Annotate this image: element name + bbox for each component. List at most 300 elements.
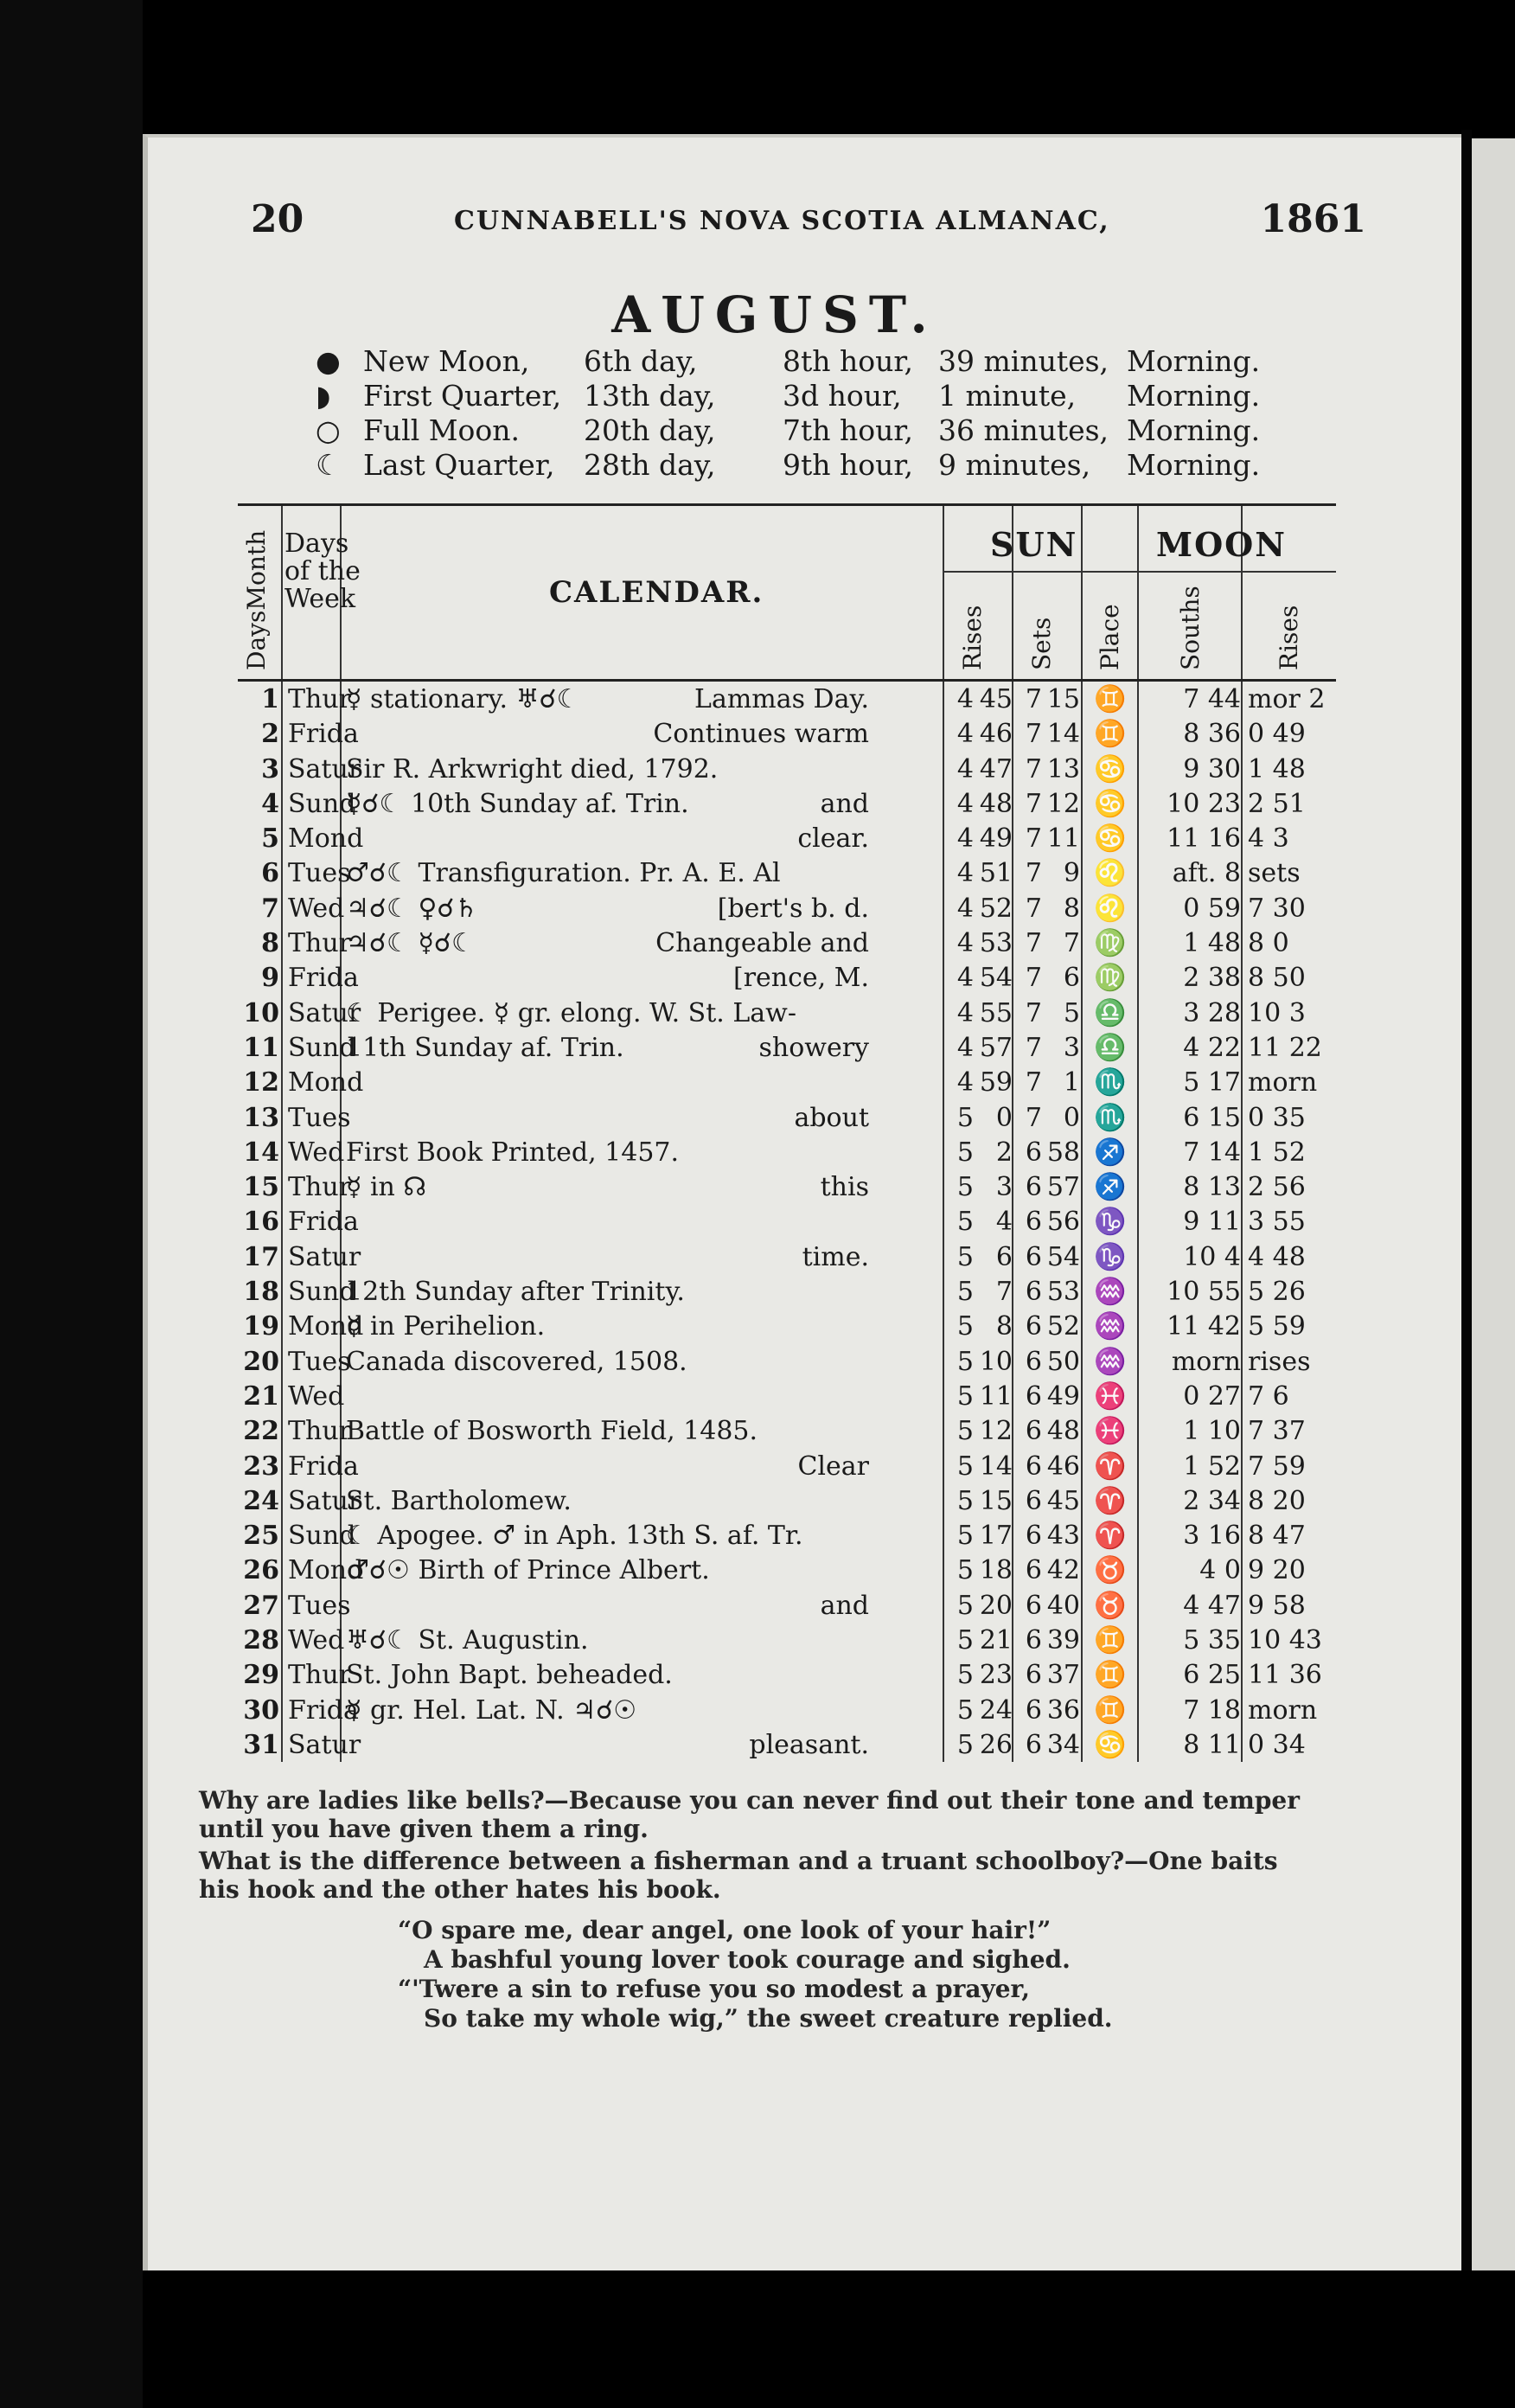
moon-souths: 8 11 [1183, 1729, 1241, 1760]
sun-rise-minute: 2 [995, 1137, 1013, 1168]
sun-set-hour: 7 [1025, 719, 1042, 750]
day-of-week: Thur [288, 928, 351, 959]
moon-rises: sets [1248, 858, 1301, 889]
sun-rise-hour: 4 [956, 719, 974, 750]
day-of-month: 5 [261, 823, 279, 855]
sun-rise-minute: 57 [979, 1032, 1013, 1063]
weather-note: Clear [797, 1451, 869, 1482]
moon-phase-time-of-day: Morning. [1127, 413, 1261, 447]
moon-souths: 11 16 [1167, 823, 1241, 855]
day-of-week: Sund [288, 1032, 356, 1063]
moon-place: ♐ [1094, 1172, 1127, 1203]
moon-place: ♈ [1094, 1485, 1127, 1516]
moon-souths: 3 28 [1183, 997, 1241, 1028]
calendar-event: Canada discovered, 1508. [346, 1346, 687, 1377]
sun-rise-minute: 8 [995, 1311, 1013, 1342]
sun-set-hour: 7 [1025, 1032, 1042, 1063]
moon-rises: 7 37 [1248, 1416, 1306, 1447]
sun-set-hour: 7 [1025, 997, 1042, 1028]
day-of-week: Sund [288, 1277, 356, 1308]
adjacent-page-edge [1470, 138, 1515, 2275]
sun-rise-minute: 21 [979, 1625, 1013, 1656]
sun-set-hour: 7 [1025, 1067, 1042, 1098]
table-row [238, 821, 1336, 855]
day-of-month: 12 [243, 1067, 279, 1098]
sun-rise-hour: 4 [956, 997, 974, 1028]
moon-rises: 7 59 [1248, 1451, 1306, 1482]
table-row [238, 1135, 1336, 1169]
page-number: 20 [251, 197, 304, 241]
day-of-week: Mond [288, 1067, 364, 1098]
poem-line: “O spare me, dear angel, one look of your hair!” [398, 1916, 1052, 1944]
moon-rises: 11 22 [1248, 1032, 1322, 1063]
moon-souths: 1 52 [1183, 1451, 1241, 1482]
sun-set-minute: 36 [1046, 1694, 1080, 1726]
sun-rise-hour: 5 [956, 1207, 974, 1238]
sun-set-minute: 49 [1046, 1380, 1080, 1412]
sun-rise-minute: 6 [995, 1241, 1013, 1272]
moon-souths: 0 59 [1183, 893, 1241, 924]
sun-set-hour: 7 [1025, 858, 1042, 889]
moon-phase-day: 28th day, [584, 448, 716, 482]
day-of-month: 21 [243, 1380, 279, 1412]
moon-rises: 4 48 [1248, 1241, 1306, 1272]
day-of-month: 11 [243, 1032, 279, 1063]
day-of-week: Wed [288, 1380, 345, 1412]
moon-place: ♋ [1094, 753, 1127, 785]
sun-set-minute: 3 [1063, 1032, 1080, 1063]
moon-rises: morn [1248, 1067, 1318, 1098]
sun-set-hour: 6 [1025, 1451, 1042, 1482]
sun-set-hour: 6 [1025, 1311, 1042, 1342]
moon-place: ♊ [1094, 1694, 1127, 1726]
day-of-week: Mond [288, 1311, 364, 1342]
day-of-week: Tues [288, 1346, 351, 1377]
moon-souths: 10 4 [1183, 1241, 1241, 1272]
sun-rise-minute: 3 [995, 1172, 1013, 1203]
sun-rise-hour: 5 [956, 1137, 974, 1168]
table-row [238, 1413, 1336, 1448]
sun-set-minute: 9 [1063, 858, 1080, 889]
day-of-week: Satur [288, 753, 361, 785]
sun-rise-minute: 47 [979, 753, 1013, 785]
calendar-event: ☾ Apogee. ♂ in Aph. 13th S. af. Tr. [346, 1521, 803, 1552]
sun-rise-minute: 59 [979, 1067, 1013, 1098]
sun-rise-minute: 55 [979, 997, 1013, 1028]
calendar-table [238, 503, 1336, 1762]
header-sun: SUN [990, 525, 1078, 564]
moon-rises: 9 58 [1248, 1590, 1306, 1621]
table-row [238, 1588, 1336, 1623]
moon-place: ♊ [1094, 684, 1127, 714]
sun-set-minute: 54 [1046, 1241, 1080, 1272]
table-row [238, 1274, 1336, 1309]
weather-note: showery [758, 1032, 869, 1063]
day-of-week: Satur [288, 1241, 361, 1272]
moon-rises: 1 48 [1248, 753, 1306, 785]
calendar-event: ♂☌☾ Transfiguration. Pr. A. E. Al [346, 858, 781, 889]
moon-place: ♈ [1094, 1451, 1127, 1482]
sun-rise-hour: 4 [956, 788, 974, 819]
moon-place: ♑ [1094, 1241, 1127, 1272]
calendar-event: ♂☌☉ Birth of Prince Albert. [346, 1555, 710, 1586]
moon-place: ♎ [1094, 997, 1127, 1028]
moon-phase-hour: 7th hour, [783, 413, 914, 447]
moon-souths: 9 30 [1183, 753, 1241, 785]
table-row [238, 960, 1336, 995]
day-of-week: Sund [288, 788, 356, 819]
sun-rise-hour: 5 [956, 1521, 974, 1552]
moon-rises: 2 56 [1248, 1172, 1306, 1203]
calendar-event: ☿ gr. Hel. Lat. N. ♃☌☉ [346, 1694, 637, 1726]
sun-rise-minute: 7 [995, 1277, 1013, 1308]
day-of-month: 22 [243, 1416, 279, 1447]
day-of-week: Mond [288, 823, 364, 855]
calendar-event: Battle of Bosworth Field, 1485. [346, 1416, 758, 1447]
table-row [238, 1693, 1336, 1727]
moon-phases [316, 344, 1284, 483]
sun-set-hour: 6 [1025, 1660, 1042, 1691]
sun-rise-minute: 49 [979, 823, 1013, 855]
day-of-week: Satur [288, 1729, 361, 1760]
table-row [238, 1239, 1336, 1274]
table-row [238, 716, 1336, 751]
sun-set-minute: 7 [1063, 928, 1080, 959]
day-of-month: 18 [243, 1277, 279, 1308]
poem-line: So take my whole wig,” the sweet creature replied. [424, 2004, 1113, 2033]
moon-rises: 4 3 [1248, 823, 1289, 855]
day-of-week: Tues [288, 858, 351, 889]
day-of-month: 20 [243, 1346, 279, 1377]
sun-rise-minute: 4 [995, 1207, 1013, 1238]
calendar-event: ☿☌☾ 10th Sunday af. Trin. [346, 788, 689, 819]
sun-set-minute: 52 [1046, 1311, 1080, 1342]
table-row [238, 1309, 1336, 1343]
sun-set-hour: 6 [1025, 1521, 1042, 1552]
sun-set-minute: 6 [1063, 963, 1080, 994]
moon-souths: 3 16 [1183, 1521, 1241, 1552]
header-moon-place: Place [1096, 604, 1124, 670]
sun-set-hour: 7 [1025, 788, 1042, 819]
moon-rises: 8 47 [1248, 1521, 1306, 1552]
moon-place: ♐ [1094, 1137, 1127, 1168]
moon-rises: 10 43 [1248, 1625, 1322, 1656]
riddles-section [199, 1786, 1323, 2033]
sun-rise-hour: 5 [956, 1729, 974, 1760]
sun-set-minute: 37 [1046, 1660, 1080, 1691]
sun-rise-hour: 5 [956, 1555, 974, 1586]
sun-set-hour: 7 [1025, 963, 1042, 994]
moon-rises: 2 51 [1248, 788, 1306, 819]
day-of-week: Frida [288, 963, 359, 994]
sun-set-minute: 46 [1046, 1451, 1080, 1482]
calendar-event: ♃☌☾ ♀☌♄ [346, 893, 478, 924]
poem-line: “'Twere a sin to refuse you so modest a prayer, [398, 1975, 1031, 2003]
table-row [238, 996, 1336, 1030]
moon-place: ♉ [1094, 1555, 1127, 1586]
table-body [238, 682, 1336, 1762]
table-row [238, 682, 1336, 716]
moon-phase-day: 13th day, [584, 379, 716, 413]
sun-set-minute: 34 [1046, 1729, 1080, 1760]
sun-rise-minute: 12 [979, 1416, 1013, 1447]
moon-rises: 0 49 [1248, 719, 1306, 750]
moon-rises: 10 3 [1248, 997, 1306, 1028]
moon-souths: 7 18 [1183, 1694, 1241, 1726]
day-of-month: 23 [243, 1451, 279, 1482]
moon-phase-row [316, 344, 1284, 379]
day-of-month: 30 [243, 1694, 279, 1726]
table-row [238, 1169, 1336, 1204]
moon-place: ♒ [1094, 1346, 1127, 1377]
day-of-week: Frida [288, 1451, 359, 1482]
moon-souths: 9 11 [1183, 1207, 1241, 1238]
day-of-month: 1 [261, 684, 279, 714]
moon-phase-day: 20th day, [584, 413, 716, 447]
moon-phase-row [316, 413, 1284, 448]
moon-souths: 5 35 [1183, 1625, 1241, 1656]
sun-rise-hour: 5 [956, 1346, 974, 1377]
weather-note: [bert's b. d. [717, 893, 869, 924]
calendar-event: ♅☌☾ St. Augustin. [346, 1625, 589, 1656]
table-row [238, 1379, 1336, 1413]
moon-phase-minutes: 36 minutes, [938, 413, 1109, 447]
sun-set-hour: 6 [1025, 1207, 1042, 1238]
moon-souths: 8 13 [1183, 1172, 1241, 1203]
sun-set-hour: 6 [1025, 1346, 1042, 1377]
moon-rises: 8 20 [1248, 1485, 1306, 1516]
header-sun-rises: Rises [958, 605, 987, 670]
table-row [238, 925, 1336, 960]
moon-rises: 9 20 [1248, 1555, 1306, 1586]
sun-set-hour: 6 [1025, 1241, 1042, 1272]
header-days-month: DaysMonth [242, 529, 271, 670]
day-of-week: Thur [288, 1416, 351, 1447]
sun-set-hour: 7 [1025, 684, 1042, 714]
moon-place: ♊ [1094, 1625, 1127, 1656]
table-row [238, 855, 1336, 890]
sun-rise-hour: 4 [956, 1067, 974, 1098]
weather-note: pleasant. [749, 1729, 869, 1760]
moon-souths: morn [1171, 1346, 1241, 1377]
month-title: AUGUST. [611, 285, 938, 344]
day-of-week: Frida [288, 1694, 359, 1726]
moon-phase-hour: 9th hour, [783, 448, 914, 482]
sun-set-minute: 45 [1046, 1485, 1080, 1516]
day-of-month: 15 [243, 1172, 279, 1203]
moon-place: ♏ [1094, 1067, 1127, 1098]
sun-set-hour: 6 [1025, 1380, 1042, 1412]
sun-rise-hour: 5 [956, 1380, 974, 1412]
table-row [238, 1449, 1336, 1483]
moon-rises: 11 36 [1248, 1660, 1322, 1691]
calendar-event: St. Bartholomew. [346, 1485, 572, 1516]
table-row [238, 1483, 1336, 1518]
sun-set-minute: 8 [1063, 893, 1080, 924]
moon-phase-time-of-day: Morning. [1127, 379, 1261, 413]
day-of-week: Tues [288, 1102, 351, 1133]
header-moon: MOON [1156, 525, 1288, 564]
moon-souths: 8 36 [1183, 719, 1241, 750]
moon-place: ♈ [1094, 1521, 1127, 1552]
day-of-week: Tues [288, 1590, 351, 1621]
moon-phase-row [316, 448, 1284, 483]
sun-set-minute: 1 [1063, 1067, 1080, 1098]
day-of-week: Frida [288, 1207, 359, 1238]
day-of-month: 16 [243, 1207, 279, 1238]
table-row [238, 752, 1336, 786]
moon-souths: aft. 8 [1172, 858, 1241, 889]
day-of-month: 7 [261, 893, 279, 924]
sun-rise-minute: 17 [979, 1521, 1013, 1552]
table-row [238, 1657, 1336, 1692]
moon-souths: 2 38 [1183, 963, 1241, 994]
sun-rise-hour: 4 [956, 753, 974, 785]
sun-set-minute: 40 [1046, 1590, 1080, 1621]
moon-souths: 11 42 [1167, 1311, 1241, 1342]
moon-phase-icon: ◗ [316, 379, 331, 413]
sun-set-minute: 39 [1046, 1625, 1080, 1656]
sun-set-minute: 56 [1046, 1207, 1080, 1238]
sun-rise-hour: 5 [956, 1485, 974, 1516]
sun-set-hour: 6 [1025, 1277, 1042, 1308]
moon-rises: mor 2 [1248, 684, 1326, 714]
moon-place: ♍ [1094, 963, 1127, 994]
weather-note: Lammas Day. [694, 684, 869, 714]
almanac-title: CUNNABELL'S NOVA SCOTIA ALMANAC, [454, 206, 1110, 236]
sun-set-hour: 7 [1025, 753, 1042, 785]
moon-place: ♓ [1094, 1416, 1127, 1447]
calendar-event: ☿ stationary. ♅☌☾ [346, 684, 580, 714]
sun-rise-hour: 5 [956, 1311, 974, 1342]
moon-rises: rises [1248, 1346, 1311, 1377]
moon-phase-icon: ○ [316, 413, 341, 447]
sun-rise-minute: 26 [979, 1729, 1013, 1760]
day-of-month: 14 [243, 1137, 279, 1168]
scan-background-bottom [143, 2270, 1515, 2408]
table-row [238, 1553, 1336, 1587]
sun-rise-hour: 5 [956, 1277, 974, 1308]
moon-souths: 5 17 [1183, 1067, 1241, 1098]
binding-gutter [1461, 130, 1472, 2283]
weather-note: clear. [797, 823, 869, 855]
sun-set-hour: 6 [1025, 1590, 1042, 1621]
sun-rise-hour: 5 [956, 1102, 974, 1133]
moon-souths: 7 44 [1183, 684, 1241, 714]
weather-note: time. [802, 1241, 869, 1272]
weather-note: Changeable and [655, 928, 869, 959]
header-sun-sets: Sets [1027, 617, 1056, 670]
sun-rise-minute: 15 [979, 1485, 1013, 1516]
sun-set-hour: 7 [1025, 1102, 1042, 1133]
sun-set-hour: 6 [1025, 1625, 1042, 1656]
sun-rise-minute: 10 [979, 1346, 1013, 1377]
moon-place: ♋ [1094, 823, 1127, 855]
day-of-month: 6 [261, 858, 279, 889]
sun-set-minute: 12 [1046, 788, 1080, 819]
moon-rises: morn [1248, 1694, 1318, 1726]
day-of-week: Satur [288, 997, 361, 1028]
day-of-month: 3 [261, 753, 279, 785]
day-of-month: 29 [243, 1660, 279, 1691]
weather-note: this [820, 1172, 869, 1203]
poem [199, 1916, 1323, 2033]
sun-rise-minute: 48 [979, 788, 1013, 819]
moon-rises: 8 0 [1248, 928, 1289, 959]
moon-place: ♊ [1094, 1660, 1127, 1691]
poem-line: A bashful young lover took courage and sighed. [424, 1945, 1071, 1974]
sun-set-minute: 14 [1046, 719, 1080, 750]
day-of-month: 10 [243, 997, 279, 1028]
moon-rises: 0 35 [1248, 1102, 1306, 1133]
riddle: Why are ladies like bells?—Because you can never find out their tone and temper until you have given them a ring. [199, 1786, 1301, 1843]
moon-phase-name: Last Quarter, [363, 448, 555, 482]
sun-rise-hour: 4 [956, 684, 974, 714]
sun-set-hour: 6 [1025, 1137, 1042, 1168]
moon-place: ♋ [1094, 788, 1127, 819]
sun-set-minute: 50 [1046, 1346, 1080, 1377]
table-row [238, 1623, 1336, 1657]
sun-rise-hour: 5 [956, 1172, 974, 1203]
day-of-month: 8 [261, 928, 279, 959]
sun-rise-hour: 4 [956, 858, 974, 889]
sun-rise-minute: 24 [979, 1694, 1013, 1726]
weather-note: [rence, M. [732, 963, 869, 994]
moon-place: ♍ [1094, 928, 1127, 959]
sun-set-hour: 7 [1025, 823, 1042, 855]
moon-souths: 1 48 [1183, 928, 1241, 959]
sun-set-minute: 42 [1046, 1555, 1080, 1586]
day-of-month: 17 [243, 1241, 279, 1272]
sun-rise-hour: 4 [956, 928, 974, 959]
sun-set-minute: 57 [1046, 1172, 1080, 1203]
sun-set-minute: 11 [1046, 823, 1080, 855]
day-of-month: 26 [243, 1555, 279, 1586]
moon-rises: 5 59 [1248, 1311, 1306, 1342]
calendar-event: Sir R. Arkwright died, 1792. [346, 753, 719, 785]
sun-rise-hour: 5 [956, 1694, 974, 1726]
calendar-event: ☿ in Perihelion. [346, 1311, 546, 1342]
day-of-week: Frida [288, 719, 359, 750]
day-of-month: 31 [243, 1729, 279, 1760]
moon-souths: 6 15 [1183, 1102, 1241, 1133]
table-row [238, 1204, 1336, 1239]
calendar-event: ☿ in ☊ [346, 1172, 427, 1203]
moon-phase-time-of-day: Morning. [1127, 448, 1261, 482]
day-of-month: 25 [243, 1521, 279, 1552]
day-of-month: 19 [243, 1311, 279, 1342]
sun-rise-hour: 4 [956, 1032, 974, 1063]
moon-rises: 3 55 [1248, 1207, 1306, 1238]
sun-set-minute: 0 [1063, 1102, 1080, 1133]
calendar-event: ♃☌☾ ☿☌☾ [346, 928, 475, 959]
sun-set-hour: 7 [1025, 928, 1042, 959]
table-row [238, 1030, 1336, 1065]
sun-set-minute: 15 [1046, 684, 1080, 714]
moon-rises: 0 34 [1248, 1729, 1306, 1760]
sun-set-minute: 13 [1046, 753, 1080, 785]
day-of-month: 2 [261, 719, 279, 750]
almanac-year: 1861 [1260, 197, 1366, 241]
sun-rise-hour: 5 [956, 1241, 974, 1272]
day-of-week: Wed [288, 893, 345, 924]
moon-place: ♌ [1094, 893, 1127, 924]
header-moon-rises: Rises [1275, 605, 1303, 670]
table-row [238, 1727, 1336, 1762]
sun-set-hour: 6 [1025, 1729, 1042, 1760]
day-of-week: Wed [288, 1625, 345, 1656]
riddle: What is the difference between a fisherman and a truant schoolboy?—One baits his hook and the other hates his book. [199, 1847, 1278, 1904]
